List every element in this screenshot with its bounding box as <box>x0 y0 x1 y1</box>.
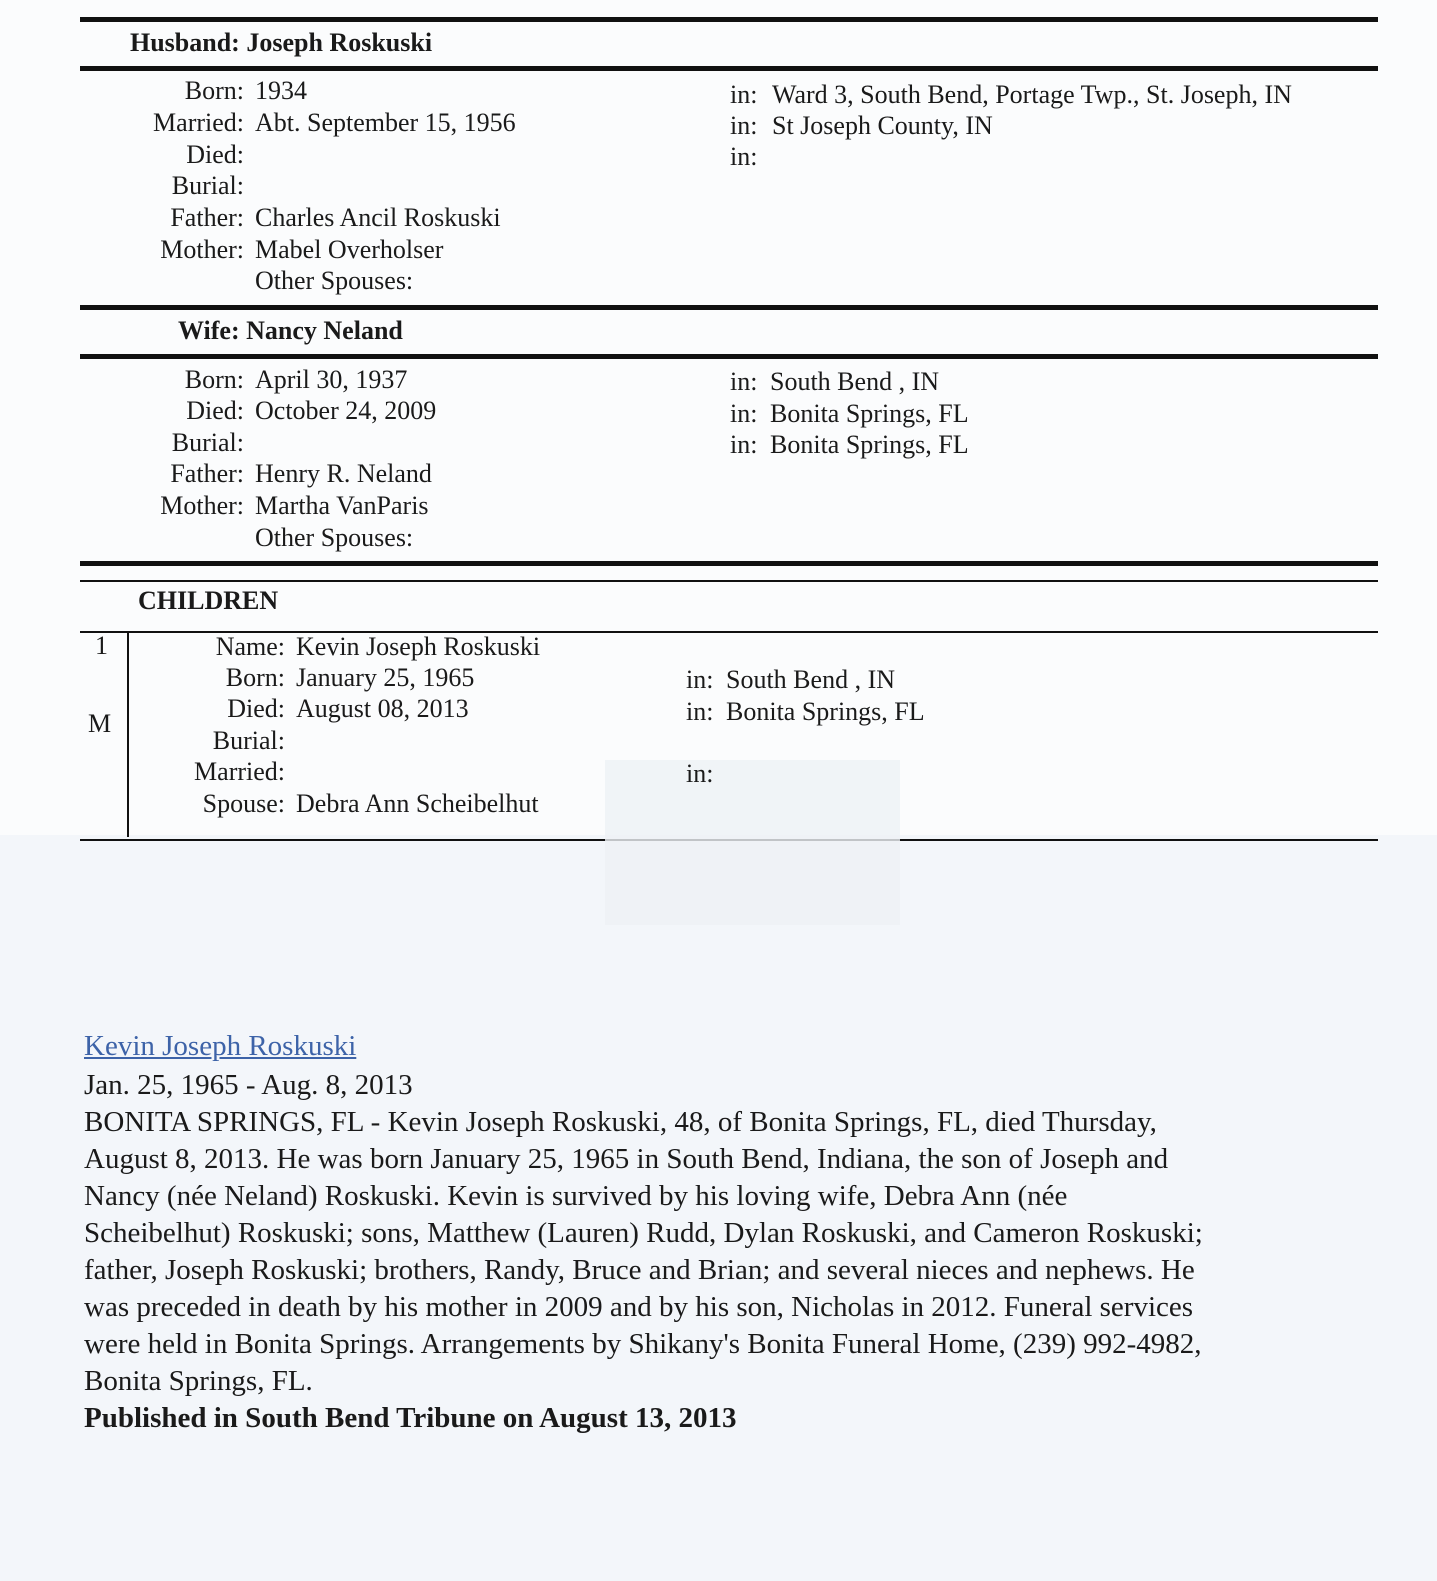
wife-died-value: October 24, 2009 <box>255 396 437 425</box>
wife-born-value: April 30, 1937 <box>255 365 408 394</box>
wife-died-label: Died: <box>186 396 244 425</box>
child-died-label: Died: <box>227 694 285 723</box>
wife-died-place: Bonita Springs, FL <box>770 399 969 428</box>
wife-heading <box>178 316 403 346</box>
section-rule <box>80 305 1378 310</box>
wife-mother-value: Martha VanParis <box>255 491 429 520</box>
obituary-published: Published in South Bend Tribune on August 13, 2013 <box>84 1402 737 1434</box>
obituary-body <box>84 1104 1384 1437</box>
husband-born-place: Ward 3, South Bend, Portage Twp., St. Joseph, IN <box>772 80 1292 109</box>
wife-born-place: South Bend , IN <box>770 367 939 396</box>
child-spouse-label: Spouse: <box>202 789 285 818</box>
husband-mother-value: Mabel Overholser <box>255 235 444 264</box>
section-rule <box>80 354 1378 359</box>
husband-name: Joseph Roskuski <box>246 28 433 57</box>
husband-born-label: Born: <box>184 76 244 105</box>
obituary-line: Scheibelhut) Roskuski; sons, Matthew (Lauren) Rudd, Dylan Roskuski, and Cameron Roskuski; <box>84 1217 1203 1249</box>
obituary-line: were held in Bonita Springs. Arrangements by Shikany's Bonita Funeral Home, (239) 992-4982, <box>84 1328 1202 1360</box>
section-rule <box>80 580 1378 582</box>
obituary-line: Nancy (née Neland) Roskuski. Kevin is survived by his loving wife, Debra Ann (née <box>84 1180 1068 1212</box>
child-born-place: South Bend , IN <box>726 665 895 694</box>
child-died-in-label: in: <box>686 697 714 726</box>
obituary-dates: Jan. 25, 1965 - Aug. 8, 2013 <box>84 1069 413 1101</box>
wife-burial-in-label: in: <box>730 430 758 459</box>
children-heading: CHILDREN <box>138 586 279 615</box>
scan-artifact-patch <box>605 760 900 925</box>
husband-married-place: St Joseph County, IN <box>772 111 993 140</box>
husband-burial-label: Burial: <box>171 171 244 200</box>
wife-heading-label: Wife: <box>178 316 240 345</box>
wife-burial-place: Bonita Springs, FL <box>770 430 969 459</box>
husband-father-value: Charles Ancil Roskuski <box>255 203 501 232</box>
husband-died-in-label: in: <box>730 142 758 171</box>
child-died-place: Bonita Springs, FL <box>726 697 925 726</box>
obituary-name-link[interactable]: Kevin Joseph Roskuski <box>84 1030 357 1062</box>
child-born-value: January 25, 1965 <box>296 663 475 692</box>
child-burial-label: Burial: <box>212 726 285 755</box>
child-name-value: Kevin Joseph Roskuski <box>296 632 541 661</box>
child-married-in-label: in: <box>686 759 714 788</box>
wife-mother-label: Mother: <box>160 491 244 520</box>
obituary-line: father, Joseph Roskuski; brothers, Randy, Bruce and Brian; and several nieces and nephews. He <box>84 1254 1195 1286</box>
husband-married-label: Married: <box>153 108 244 137</box>
section-rule <box>80 561 1378 566</box>
husband-born-in-label: in: <box>730 80 758 109</box>
child-married-label: Married: <box>194 757 285 786</box>
husband-born-value: 1934 <box>255 76 307 105</box>
child-born-in-label: in: <box>686 665 714 694</box>
child-spouse-value: Debra Ann Scheibelhut <box>296 789 539 818</box>
husband-other-spouses-label: Other Spouses: <box>255 266 414 295</box>
section-rule <box>80 17 1378 22</box>
husband-married-in-label: in: <box>730 111 758 140</box>
child-name-label: Name: <box>215 632 285 661</box>
section-rule <box>80 66 1378 71</box>
husband-heading-label: Husband: <box>130 28 240 57</box>
obituary-line: was preceded in death by his mother in 2009 and by his son, Nicholas in 2012. Funeral services <box>84 1291 1194 1323</box>
husband-married-value: Abt. September 15, 1956 <box>255 108 516 137</box>
wife-father-label: Father: <box>170 459 244 488</box>
wife-burial-label: Burial: <box>171 428 244 457</box>
husband-heading <box>130 28 432 58</box>
husband-mother-label: Mother: <box>160 235 244 264</box>
child-born-label: Born: <box>225 663 285 692</box>
child-sex: M <box>88 709 112 738</box>
husband-father-label: Father: <box>170 203 244 232</box>
obituary-line: Bonita Springs, FL. <box>84 1365 313 1397</box>
obituary-line: BONITA SPRINGS, FL - Kevin Joseph Roskuski, 48, of Bonita Springs, FL, died Thursday, <box>84 1106 1157 1138</box>
wife-born-label: Born: <box>184 365 244 394</box>
child-number: 1 <box>95 631 108 660</box>
wife-born-in-label: in: <box>730 367 758 396</box>
wife-name: Nancy Neland <box>246 316 403 345</box>
wife-father-value: Henry R. Neland <box>255 459 432 488</box>
obituary-line: August 8, 2013. He was born January 25, 1965 in South Bend, Indiana, the son of Joseph and <box>84 1143 1169 1175</box>
child-died-value: August 08, 2013 <box>296 694 469 723</box>
wife-died-in-label: in: <box>730 399 758 428</box>
wife-other-spouses-label: Other Spouses: <box>255 523 414 552</box>
husband-died-label: Died: <box>186 140 244 169</box>
